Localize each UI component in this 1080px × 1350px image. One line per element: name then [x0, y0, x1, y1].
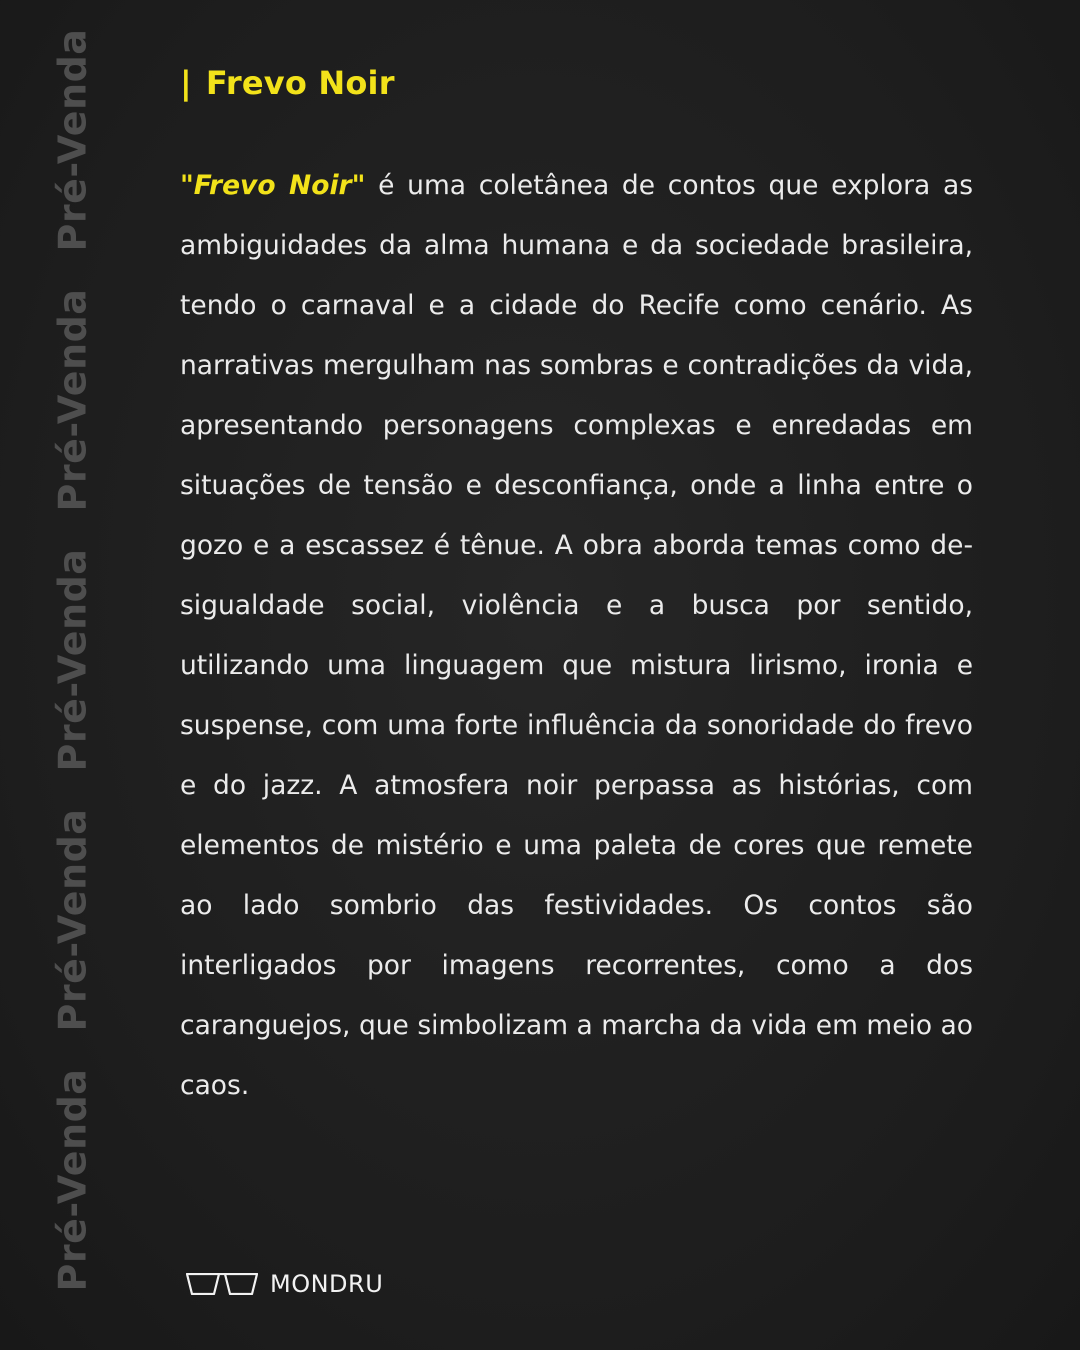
side-label: Pré-Venda: [50, 808, 94, 1032]
brand-name: MONDRU: [270, 1270, 384, 1298]
brand: [186, 1270, 383, 1298]
title-bar: |: [180, 64, 192, 102]
book-title-highlight: "Frevo Noir": [180, 170, 366, 201]
side-label: Pré-Venda: [50, 1068, 94, 1292]
description-text: é uma coletânea de contos que explora as ambiguidades da alma humana e da sociedade brasileira, tendo o carnaval e a cidade do Recife como cenário. As narrativas mergulham nas sombras e contradições da vida, apresentando personagens complexas e enredadas em situações de tensão e desconfiança, onde a linha entre o gozo e a escassez é tênue. A obra aborda temas como desigualdade social, violência e a busca por sentido, utilizando uma linguagem que mistura lirismo, ironia e suspense, com uma forte influência da sonoridade do frevo e do jazz. A atmosfera noir perpassa as histórias, com elementos de mistério e uma paleta de cores que remete ao lado sombrio das festividades. Os contos são interligados por imagens recorrentes, como a dos caranguejos, que simbolizam a marcha da vida em meio ao caos.: [180, 170, 973, 1101]
side-ribbon: [48, 0, 96, 1350]
page-title: [180, 64, 395, 102]
mondru-logo-icon: [186, 1273, 258, 1295]
side-label: Pré-Venda: [50, 288, 94, 512]
title-text: Frevo Noir: [205, 64, 395, 102]
description-paragraph: [180, 156, 973, 1116]
side-label: Pré-Venda: [50, 28, 94, 252]
side-label: Pré-Venda: [50, 548, 94, 772]
